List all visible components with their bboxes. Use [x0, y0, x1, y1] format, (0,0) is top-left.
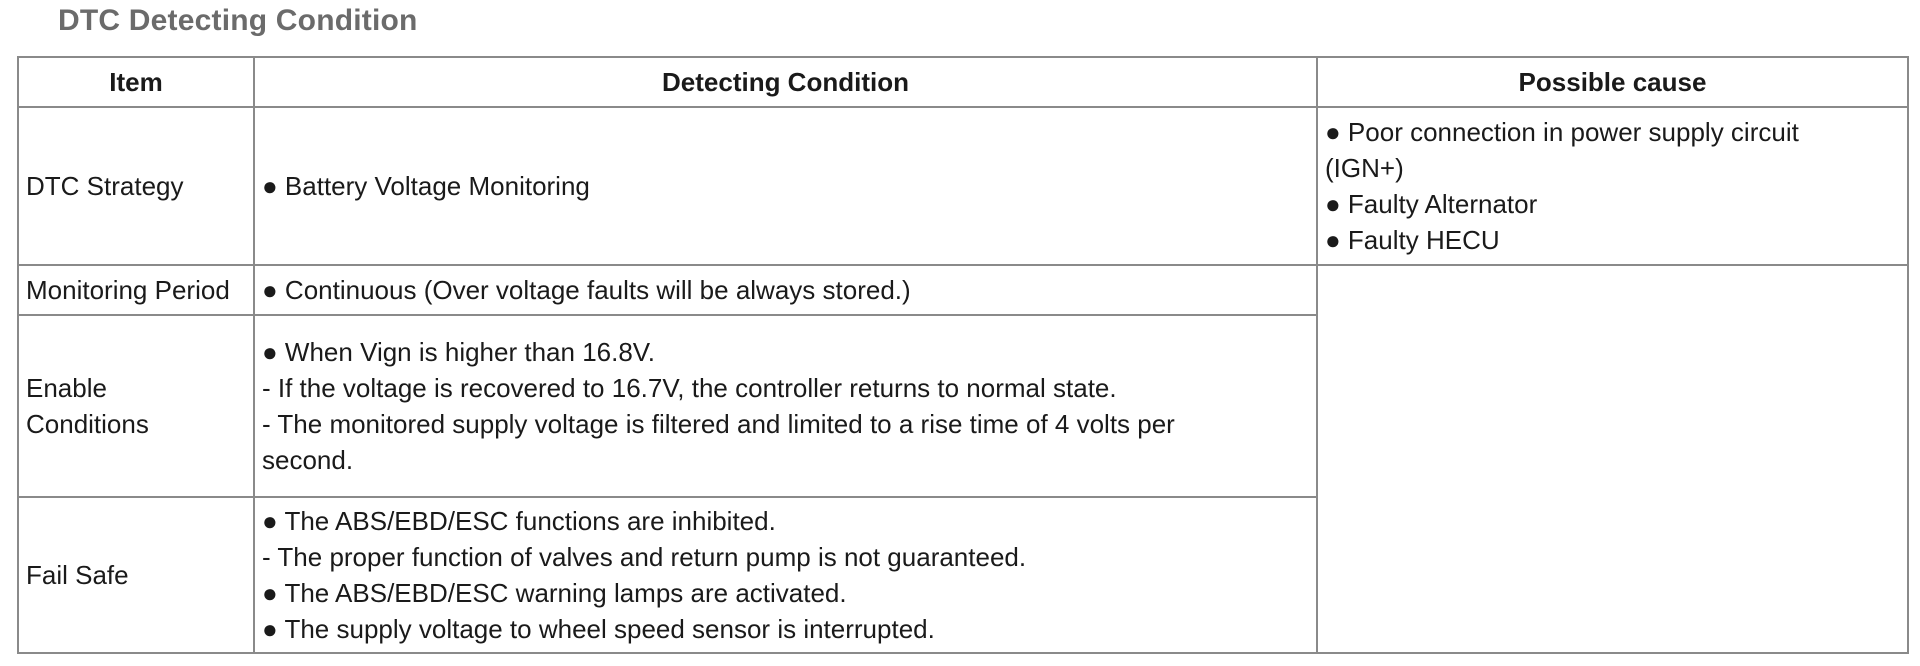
condition-dtc-strategy: [254, 107, 1317, 265]
condition-line: ● Battery Voltage Monitoring: [262, 171, 590, 201]
condition-line: ● The ABS/EBD/ESC warning lamps are activated.: [262, 578, 847, 608]
condition-line: - The monitored supply voltage is filtered and limited to a rise time of 4 volts per: [262, 409, 1175, 439]
condition-enable-conditions: [254, 315, 1317, 497]
header-detecting-condition: Detecting Condition: [254, 57, 1317, 107]
cause-line: ● Faulty Alternator: [1325, 189, 1538, 219]
item-dtc-strategy: DTC Strategy: [18, 107, 254, 265]
condition-line: ● When Vign is higher than 16.8V.: [262, 337, 655, 367]
header-item: Item: [18, 57, 254, 107]
item-line: Enable: [26, 373, 107, 403]
condition-line: - If the voltage is recovered to 16.7V, the controller returns to normal state.: [262, 373, 1117, 403]
cause-line: ● Faulty HECU: [1325, 225, 1500, 255]
condition-line: ● The ABS/EBD/ESC functions are inhibited.: [262, 506, 776, 536]
table-header-row: [18, 57, 1908, 107]
condition-line: ● Continuous (Over voltage faults will be always stored.): [262, 275, 911, 305]
empty-cause-cell: [1317, 265, 1908, 653]
page-title: DTC Detecting Condition: [58, 4, 418, 37]
item-monitoring-period: Monitoring Period: [18, 265, 254, 315]
condition-monitoring-period: [254, 265, 1317, 315]
header-possible-cause: Possible cause: [1317, 57, 1908, 107]
item-fail-safe: Fail Safe: [18, 497, 254, 653]
table-row: [18, 107, 1908, 265]
condition-line: second.: [262, 445, 354, 475]
condition-line: - The proper function of valves and return pump is not guaranteed.: [262, 542, 1027, 572]
condition-line: ● The supply voltage to wheel speed sensor is interrupted.: [262, 614, 935, 644]
cause-line: (IGN+): [1325, 153, 1404, 183]
condition-fail-safe: [254, 497, 1317, 653]
possible-cause-cell: [1317, 107, 1908, 265]
dtc-table: [17, 56, 1909, 654]
item-enable-conditions: [18, 315, 254, 497]
table-row: [18, 265, 1908, 315]
cause-line: ● Poor connection in power supply circuit: [1325, 117, 1799, 147]
item-line: Conditions: [26, 409, 149, 439]
